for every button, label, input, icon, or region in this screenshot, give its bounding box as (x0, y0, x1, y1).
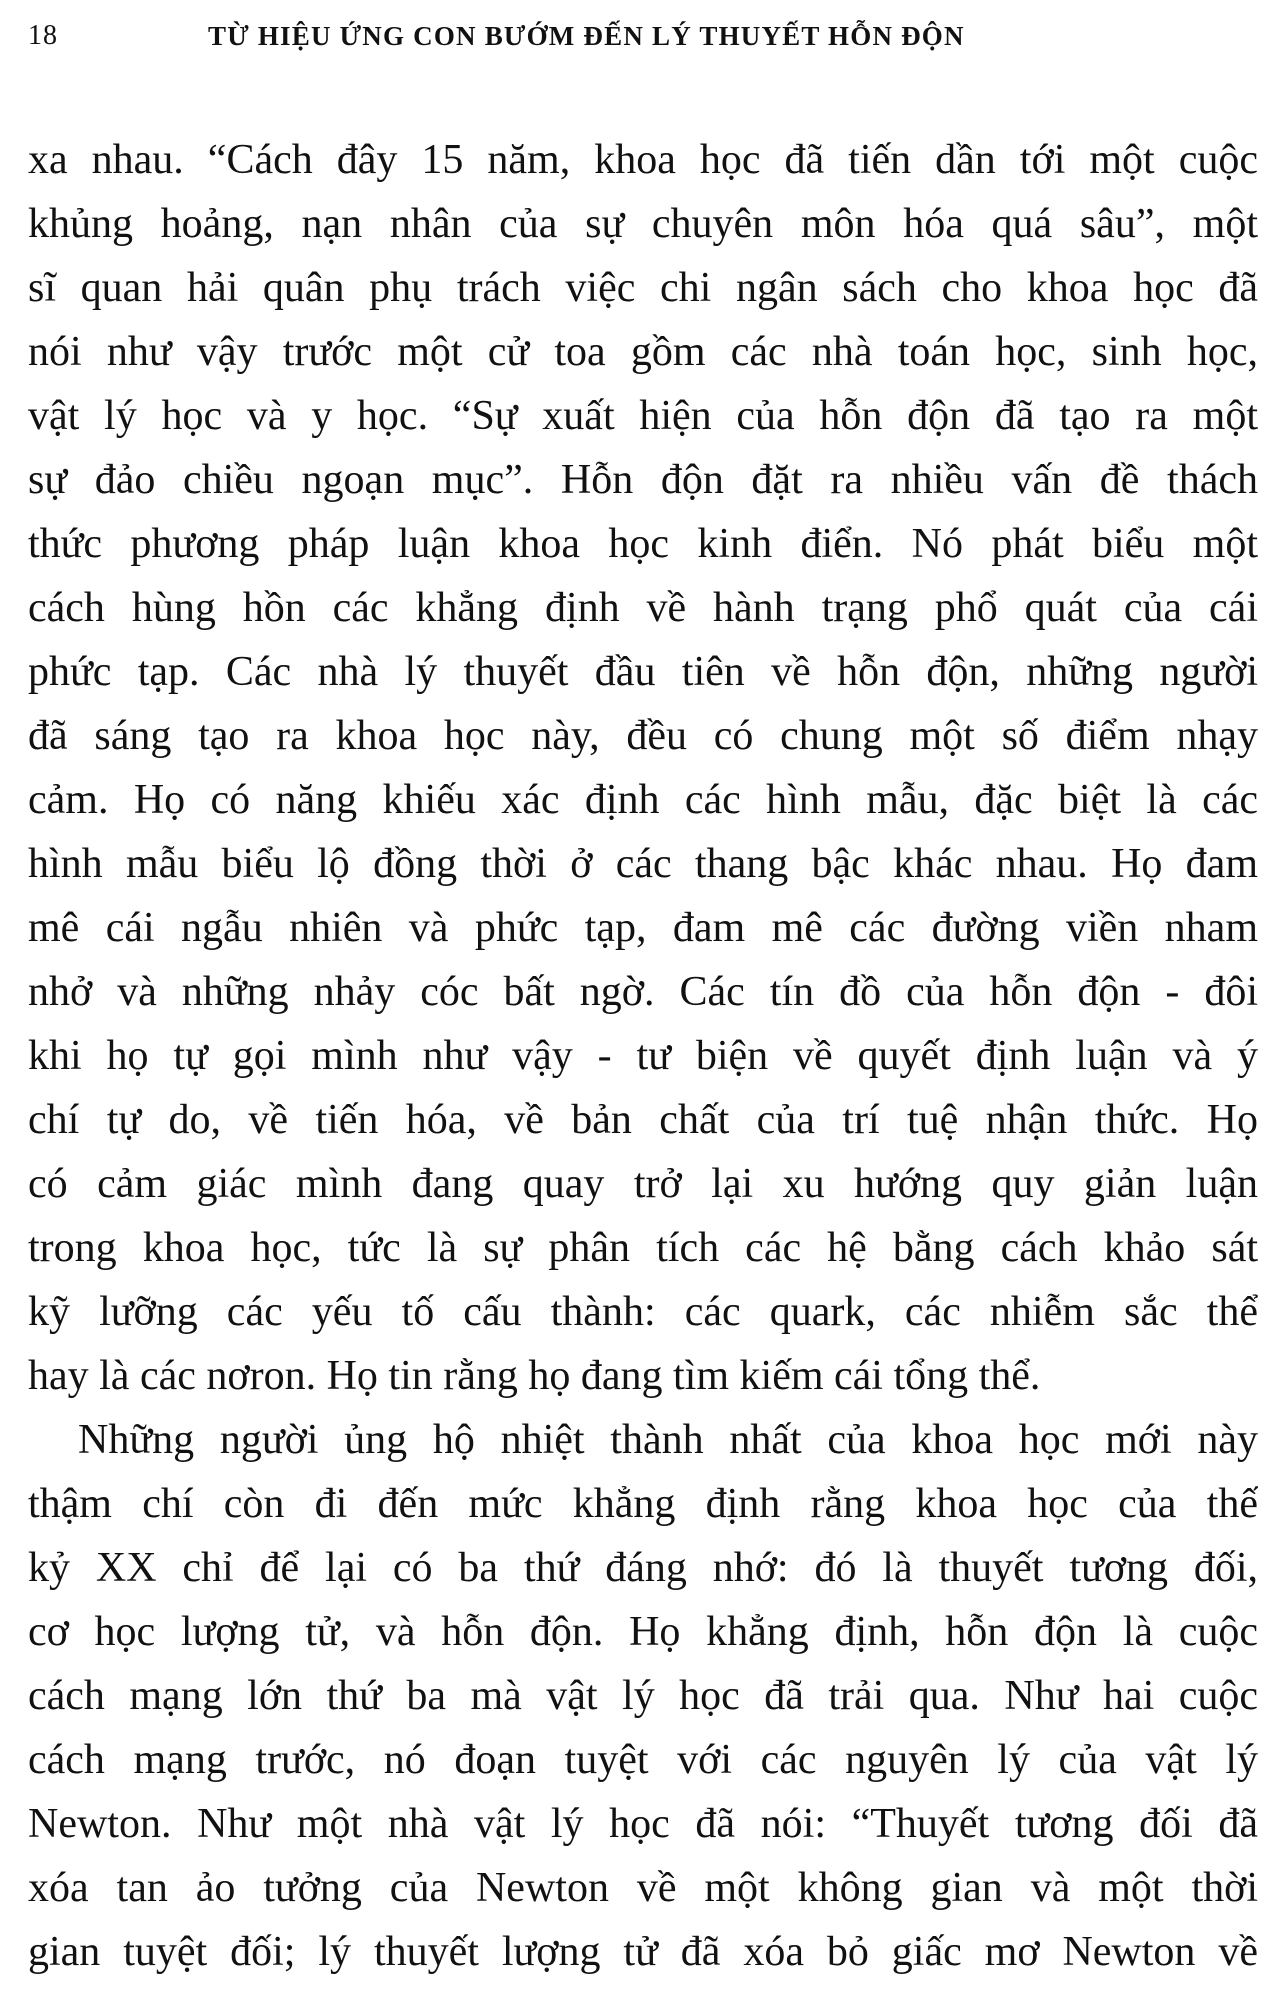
text-line: xóa tan ảo tưởng của Newton về một không gian và một thời (28, 1865, 1258, 1911)
text-line: nói như vậy trước một cử toa gồm các nhà toán học, sinh học, (28, 329, 1258, 375)
text-line: Newton. Như một nhà vật lý học đã nói: “Thuyết tương đối đã (28, 1801, 1258, 1847)
text-line: trong khoa học, tức là sự phân tích các hệ bằng cách khảo sát (28, 1225, 1258, 1271)
text-line: gian tuyệt đối; lý thuyết lượng tử đã xóa bỏ giấc mơ Newton về (28, 1929, 1258, 1975)
text-line: cách hùng hồn các khẳng định về hành trạng phổ quát của cái (28, 585, 1258, 631)
text-line: đã sáng tạo ra khoa học này, đều có chung một số điểm nhạy (28, 713, 1258, 759)
text-line: cách mạng trước, nó đoạn tuyệt với các nguyên lý của vật lý (28, 1737, 1258, 1783)
text-line: phức tạp. Các nhà lý thuyết đầu tiên về hỗn độn, những người (28, 649, 1258, 695)
text-line: hình mẫu biểu lộ đồng thời ở các thang bậc khác nhau. Họ đam (28, 841, 1258, 887)
paragraph-2 (28, 1408, 1258, 1984)
text-line: khi họ tự gọi mình như vậy - tư biện về quyết định luận và ý (28, 1033, 1258, 1079)
text-line: mê cái ngẫu nhiên và phức tạp, đam mê các đường viền nham (28, 905, 1258, 951)
text-line: cơ học lượng tử, và hỗn độn. Họ khẳng định, hỗn độn là cuộc (28, 1609, 1258, 1655)
text-line: Những người ủng hộ nhiệt thành nhất của khoa học mới này (78, 1417, 1258, 1463)
text-line: có cảm giác mình đang quay trở lại xu hướng quy giản luận (28, 1161, 1258, 1207)
text-line: chí tự do, về tiến hóa, về bản chất của trí tuệ nhận thức. Họ (28, 1097, 1258, 1143)
body-text (28, 128, 1258, 1984)
text-line: nhở và những nhảy cóc bất ngờ. Các tín đồ của hỗn độn - đôi (28, 969, 1258, 1015)
text-line: sĩ quan hải quân phụ trách việc chi ngân sách cho khoa học đã (28, 265, 1258, 311)
text-line: sự đảo chiều ngoạn mục”. Hỗn độn đặt ra nhiều vấn đề thách (28, 457, 1258, 503)
text-line: thức phương pháp luận khoa học kinh điển. Nó phát biểu một (28, 521, 1258, 567)
text-line: xa nhau. “Cách đây 15 năm, khoa học đã tiến dần tới một cuộc (28, 137, 1258, 183)
text-line: thậm chí còn đi đến mức khẳng định rằng khoa học của thế (28, 1481, 1258, 1527)
text-line: hay là các nơron. Họ tin rằng họ đang tìm kiếm cái tổng thể. (28, 1353, 1041, 1399)
text-line: vật lý học và y học. “Sự xuất hiện của hỗn độn đã tạo ra một (28, 393, 1258, 439)
text-line: kỹ lưỡng các yếu tố cấu thành: các quark, các nhiễm sắc thể (28, 1289, 1258, 1335)
text-line: cách mạng lớn thứ ba mà vật lý học đã trải qua. Như hai cuộc (28, 1673, 1258, 1719)
text-line: kỷ XX chỉ để lại có ba thứ đáng nhớ: đó là thuyết tương đối, (28, 1545, 1258, 1591)
page-number: 18 (28, 20, 58, 51)
running-header (28, 16, 1268, 56)
paragraph-1 (28, 128, 1258, 1408)
text-line: cảm. Họ có năng khiếu xác định các hình mẫu, đặc biệt là các (28, 777, 1258, 823)
text-line: khủng hoảng, nạn nhân của sự chuyên môn hóa quá sâu”, một (28, 201, 1258, 247)
running-title: TỪ HIỆU ỨNG CON BƯỚM ĐẾN LÝ THUYẾT HỖN ĐỘN (208, 21, 965, 51)
